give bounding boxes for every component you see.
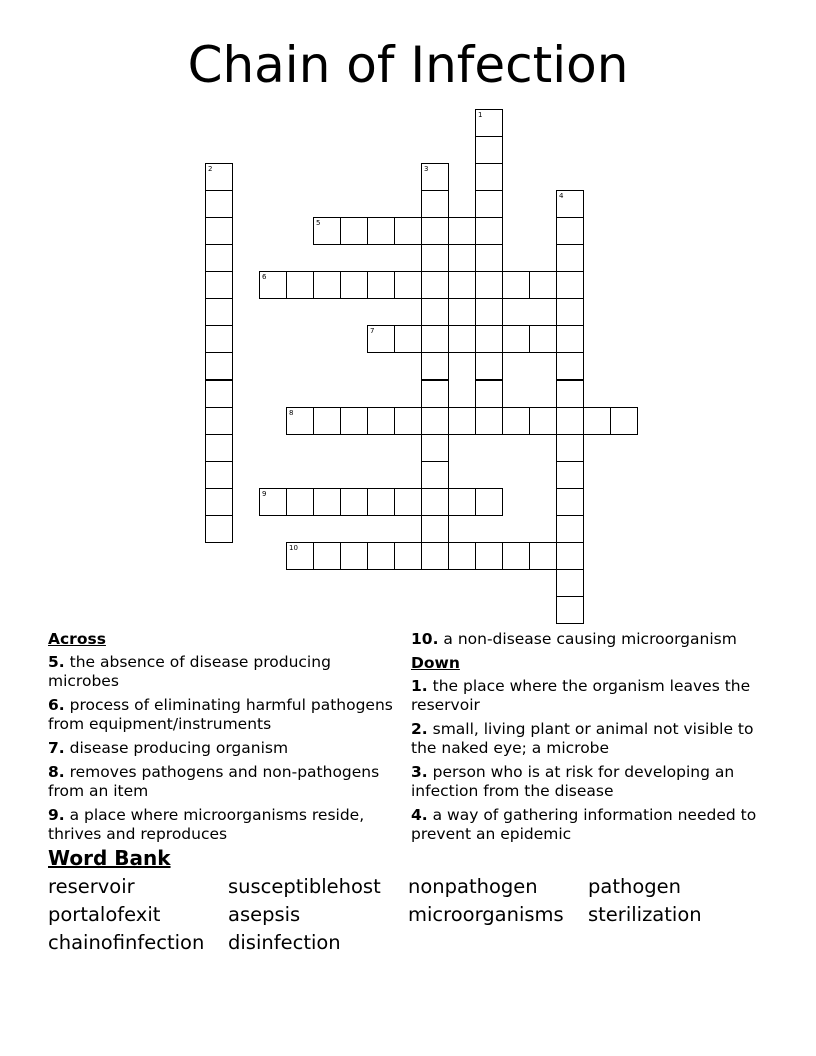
grid-cell[interactable] <box>367 271 395 299</box>
grid-cell[interactable] <box>502 325 530 353</box>
clue-number: 6 <box>262 273 267 282</box>
grid-cell[interactable] <box>340 217 368 245</box>
grid-cell[interactable] <box>556 380 584 408</box>
grid-cell[interactable] <box>475 190 503 218</box>
clues-left-column <box>48 630 393 849</box>
grid-cell[interactable] <box>475 488 503 516</box>
grid-cell[interactable] <box>205 271 233 299</box>
grid-cell[interactable] <box>421 352 449 380</box>
grid-cell[interactable] <box>556 434 584 462</box>
across-clue-6: 6. process of eliminating harmful pathogens from equipment/instruments <box>48 696 393 733</box>
grid-cell[interactable] <box>205 407 233 435</box>
grid-cell[interactable] <box>475 217 503 245</box>
grid-cell[interactable] <box>340 542 368 570</box>
down-clue-2: 2. small, living plant or animal not visible to the naked eye; a microbe <box>411 720 754 757</box>
grid-cell[interactable] <box>205 461 233 489</box>
clue-number: 8 <box>289 408 294 417</box>
across-clue-5: 5. the absence of disease producing microbes <box>48 653 331 690</box>
across-clue-8: 8. removes pathogens and non-pathogens from an item <box>48 763 380 800</box>
grid-cell[interactable] <box>286 407 314 435</box>
grid-cell[interactable] <box>421 461 449 489</box>
grid-cell[interactable] <box>313 217 341 245</box>
grid-cell[interactable] <box>313 407 341 435</box>
across-clue-9: 9. a place where microorganisms reside, thrives and reproduces <box>48 806 365 843</box>
word-bank-word: disinfection <box>228 931 341 954</box>
grid-cell[interactable] <box>421 325 449 353</box>
grid-cell[interactable] <box>475 136 503 164</box>
grid-cell[interactable] <box>556 298 584 326</box>
clue-number: 5 <box>316 219 321 228</box>
word-bank-word: pathogen <box>588 875 681 898</box>
grid-cell[interactable] <box>448 542 476 570</box>
grid-cell[interactable] <box>556 217 584 245</box>
grid-cell[interactable] <box>205 380 233 408</box>
word-bank-title: Word Bank <box>48 846 171 870</box>
grid-cell[interactable] <box>475 325 503 353</box>
grid-cell[interactable] <box>421 488 449 516</box>
grid-cell[interactable] <box>340 488 368 516</box>
grid-cell[interactable] <box>448 271 476 299</box>
grid-cell[interactable] <box>556 542 584 570</box>
grid-cell[interactable] <box>448 407 476 435</box>
grid-cell[interactable] <box>556 569 584 597</box>
grid-cell[interactable] <box>475 298 503 326</box>
grid-cell[interactable] <box>367 542 395 570</box>
down-clue-1: 1. the place where the organism leaves the reservoir <box>411 677 751 714</box>
grid-cell[interactable] <box>556 488 584 516</box>
clue-number: 4 <box>559 192 564 201</box>
word-bank-word: nonpathogen <box>408 875 538 898</box>
grid-cell[interactable] <box>205 217 233 245</box>
grid-cell[interactable] <box>556 190 584 218</box>
grid-cell[interactable] <box>394 271 422 299</box>
grid-cell[interactable] <box>502 542 530 570</box>
clue-number: 7 <box>370 327 375 336</box>
grid-cell[interactable] <box>205 298 233 326</box>
grid-cell[interactable] <box>205 488 233 516</box>
grid-cell[interactable] <box>205 515 233 543</box>
word-bank-word: portalofexit <box>48 903 161 926</box>
grid-cell[interactable] <box>286 488 314 516</box>
clues-right-column <box>411 630 766 849</box>
grid-cell[interactable] <box>475 109 503 137</box>
grid-cell[interactable] <box>367 488 395 516</box>
grid-cell[interactable] <box>421 515 449 543</box>
clue-number: 1 <box>478 111 483 119</box>
grid-cell[interactable] <box>313 542 341 570</box>
down-clue-4: 4. a way of gathering information needed to prevent an epidemic <box>411 806 757 843</box>
grid-cell[interactable] <box>421 380 449 408</box>
grid-cell[interactable] <box>421 271 449 299</box>
grid-cell[interactable] <box>313 488 341 516</box>
grid-cell[interactable] <box>205 352 233 380</box>
clue-number: 9 <box>262 489 267 498</box>
grid-cell[interactable] <box>556 596 584 624</box>
grid-cell[interactable] <box>556 244 584 272</box>
down-heading: Down <box>411 654 460 672</box>
grid-cell[interactable] <box>448 325 476 353</box>
grid-cell[interactable] <box>502 271 530 299</box>
word-bank-word: susceptiblehost <box>228 875 381 898</box>
grid-cell[interactable] <box>394 407 422 435</box>
grid-cell[interactable] <box>556 515 584 543</box>
grid-cell[interactable] <box>367 217 395 245</box>
grid-cell[interactable] <box>313 271 341 299</box>
grid-cell[interactable] <box>286 271 314 299</box>
across-heading: Across <box>48 630 106 648</box>
grid-cell[interactable] <box>394 488 422 516</box>
grid-cell[interactable] <box>421 298 449 326</box>
clue-number: 2 <box>208 165 213 174</box>
grid-cell[interactable] <box>448 217 476 245</box>
grid-cell[interactable] <box>367 407 395 435</box>
grid-cell[interactable] <box>340 407 368 435</box>
grid-cell[interactable] <box>205 434 233 462</box>
grid-cell[interactable] <box>556 461 584 489</box>
grid-cell[interactable] <box>421 163 449 191</box>
grid-cell[interactable] <box>475 407 503 435</box>
word-bank-word: chainofinfection <box>48 931 205 954</box>
grid-cell[interactable] <box>421 217 449 245</box>
grid-cell[interactable] <box>583 407 611 435</box>
grid-cell[interactable] <box>367 325 395 353</box>
grid-cell[interactable] <box>529 407 557 435</box>
grid-cell[interactable] <box>259 488 287 516</box>
grid-cell[interactable] <box>205 244 233 272</box>
grid-cell[interactable] <box>529 325 557 353</box>
grid-cell[interactable] <box>475 380 503 408</box>
page-title: Chain of Infection <box>187 36 629 94</box>
grid-cell[interactable] <box>259 271 287 299</box>
grid-cell[interactable] <box>610 407 638 435</box>
grid-cell[interactable] <box>556 325 584 353</box>
grid-cell[interactable] <box>394 217 422 245</box>
grid-cell[interactable] <box>502 407 530 435</box>
clue-number: 3 <box>424 165 429 174</box>
grid-cell[interactable] <box>529 271 557 299</box>
grid-cell[interactable] <box>475 352 503 380</box>
grid-cell[interactable] <box>394 325 422 353</box>
clue-number: 10 <box>289 543 298 552</box>
grid-cell[interactable] <box>394 542 422 570</box>
grid-cell[interactable] <box>205 190 233 218</box>
word-bank-word: sterilization <box>588 903 702 926</box>
grid-cell[interactable] <box>475 271 503 299</box>
grid-cell[interactable] <box>475 542 503 570</box>
grid-cell[interactable] <box>448 488 476 516</box>
grid-cell[interactable] <box>556 271 584 299</box>
across-clue-10: 10. a non-disease causing microorganism <box>411 630 737 648</box>
grid-cell[interactable] <box>556 352 584 380</box>
down-clue-3: 3. person who is at risk for developing an infection from the disease <box>411 763 735 800</box>
grid-cell[interactable] <box>475 244 503 272</box>
grid-cell[interactable] <box>205 163 233 191</box>
word-bank-word: microorganisms <box>408 903 564 926</box>
grid-cell[interactable] <box>205 325 233 353</box>
across-clue-7: 7. disease producing organism <box>48 739 289 757</box>
grid-cell[interactable] <box>556 407 584 435</box>
grid-cell[interactable] <box>421 434 449 462</box>
grid-cell[interactable] <box>421 407 449 435</box>
grid-cell[interactable] <box>529 542 557 570</box>
grid-cell[interactable] <box>421 542 449 570</box>
grid-cell[interactable] <box>286 542 314 570</box>
grid-cell[interactable] <box>421 244 449 272</box>
grid-cell[interactable] <box>421 190 449 218</box>
word-bank-word: reservoir <box>48 875 135 898</box>
grid-cell[interactable] <box>475 163 503 191</box>
word-bank-word: asepsis <box>228 903 301 926</box>
grid-cell[interactable] <box>340 271 368 299</box>
